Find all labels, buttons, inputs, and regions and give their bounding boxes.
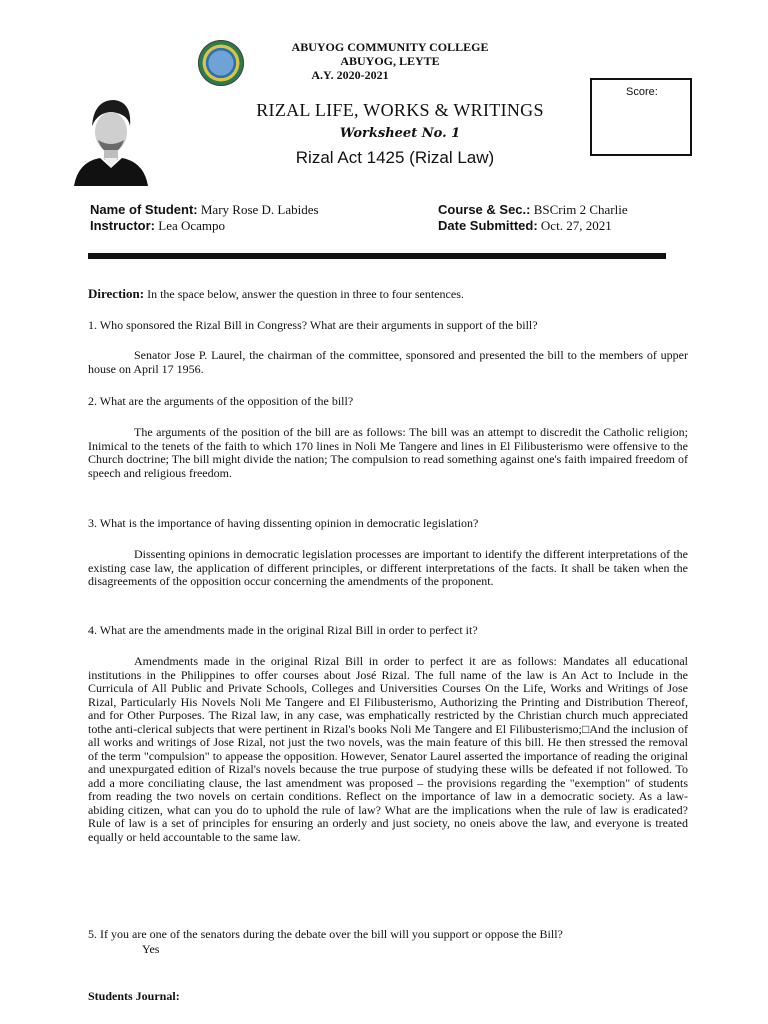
question-2: 2. What are the arguments of the opposition of the bill? bbox=[88, 394, 354, 408]
college-seal-logo bbox=[198, 40, 244, 86]
answer-5: Yes bbox=[142, 942, 160, 956]
date-submitted-value: Oct. 27, 2021 bbox=[540, 218, 612, 233]
students-journal-label: Students Journal: bbox=[88, 989, 180, 1003]
score-label: Score: bbox=[626, 86, 658, 98]
divider-rule bbox=[88, 253, 666, 259]
course-title: RIZAL LIFE, WORKS & WRITINGS bbox=[256, 100, 544, 120]
answer-2: The arguments of the position of the bill are as follows: The bill was an attempt to discredit the Catholic religion; Inimical to the tenets of the faith to which 170 lines in Noli Me Tangere and lines in El Filibusterismo were offensive to the Church doctrine; The bill might divide the nation; The compulsion to read something against one's faith impaired freedom of speech and religious freedom. bbox=[88, 425, 688, 480]
answer-1: Senator Jose P. Laurel, the chairman of the committee, sponsored and presented the bill to the members of upper house on April 17 1956. bbox=[88, 348, 688, 376]
direction-line bbox=[88, 287, 688, 302]
direction-text: In the space below, answer the question in three to four sentences. bbox=[147, 287, 464, 301]
student-name-label: Name of Student: bbox=[90, 202, 198, 217]
student-name-row bbox=[90, 202, 319, 218]
course-section-row bbox=[438, 202, 628, 218]
direction-label: Direction: bbox=[88, 286, 145, 301]
question-1: 1. Who sponsored the Rizal Bill in Congress? What are their arguments in support of the bill? bbox=[88, 318, 538, 332]
date-submitted-row bbox=[438, 218, 612, 234]
academic-year: A.Y. 2020-2021 bbox=[311, 68, 389, 82]
question-3: 3. What is the importance of having dissenting opinion in democratic legislation? bbox=[88, 516, 479, 530]
answer-4: Amendments made in the original Rizal Bill in order to perfect it are as follows: Mandates all educational institutions in the Philippines to offer courses about José Rizal. The full name of the law is An Act to Include in the Curricula of All Public and Private Schools, Colleges and Universities Courses On the Life, Works and Writings of Jose Rizal, Particularly His Novels Noli Me Tangere and El Filibusterismo, Authorizing the Printing and Distribution Thereof, and for Other Purposes. The Rizal law, in any case, was emphatically restricted by the Christian church much appreciated tothe anti-clerical subjects that were pertinent in Rizal's books Noli Me Tangere and El Filibusterismo;□And the inclusion of all works and writings of Jose Rizal, not just the two novels, was the main feature of this bill. He then stressed the removal of the term "compulsion" to appease the opposition. However, Senator Laurel asserted the importance of reading the original and unexpurgated edition of Rizal's novels because the true purpose of studying these wills be defeated if not followed. To add a more conciliating clause, the last amendment was proposed – the provisions regarding the "exemption" of students from reading the two novels on certain conditions. Reflect on the importance of law in a democratic society. As a law-abiding citizen, what can you do to uphold the rule of law? What are the implications when the rule of law is eradicated? Rule of law is a set of principles for ensuring an orderly and just society, no oneis above the law, and everyone is treated equally or held accountable to the same law. bbox=[88, 654, 688, 844]
instructor-row bbox=[90, 218, 225, 234]
student-name-value: Mary Rose D. Labides bbox=[200, 202, 319, 217]
school-name: ABUYOG COMMUNITY COLLEGE bbox=[291, 40, 489, 54]
date-submitted-label: Date Submitted: bbox=[438, 218, 538, 233]
answer-3: Dissenting opinions in democratic legislation processes are important to identify the different interpretations of the existing case law, the application of different principles, or different interpretations of the facts. It shall be taken when the disagreements of the opposition occur concerning the amendments of the proponent. bbox=[88, 547, 688, 588]
instructor-value: Lea Ocampo bbox=[158, 218, 226, 233]
topic-title: Rizal Act 1425 (Rizal Law) bbox=[295, 148, 495, 167]
course-section-value: BSCrim 2 Charlie bbox=[533, 202, 628, 217]
rizal-portrait-image bbox=[70, 96, 150, 186]
instructor-label: Instructor: bbox=[90, 218, 155, 233]
worksheet-number: Worksheet No. 1 bbox=[339, 126, 461, 141]
question-4: 4. What are the amendments made in the original Rizal Bill in order to perfect it? bbox=[88, 623, 478, 637]
question-5: 5. If you are one of the senators during the debate over the bill will you support or oppose the Bill? bbox=[88, 927, 563, 941]
school-location: ABUYOG, LEYTE bbox=[340, 54, 440, 68]
course-section-label: Course & Sec.: bbox=[438, 202, 531, 217]
